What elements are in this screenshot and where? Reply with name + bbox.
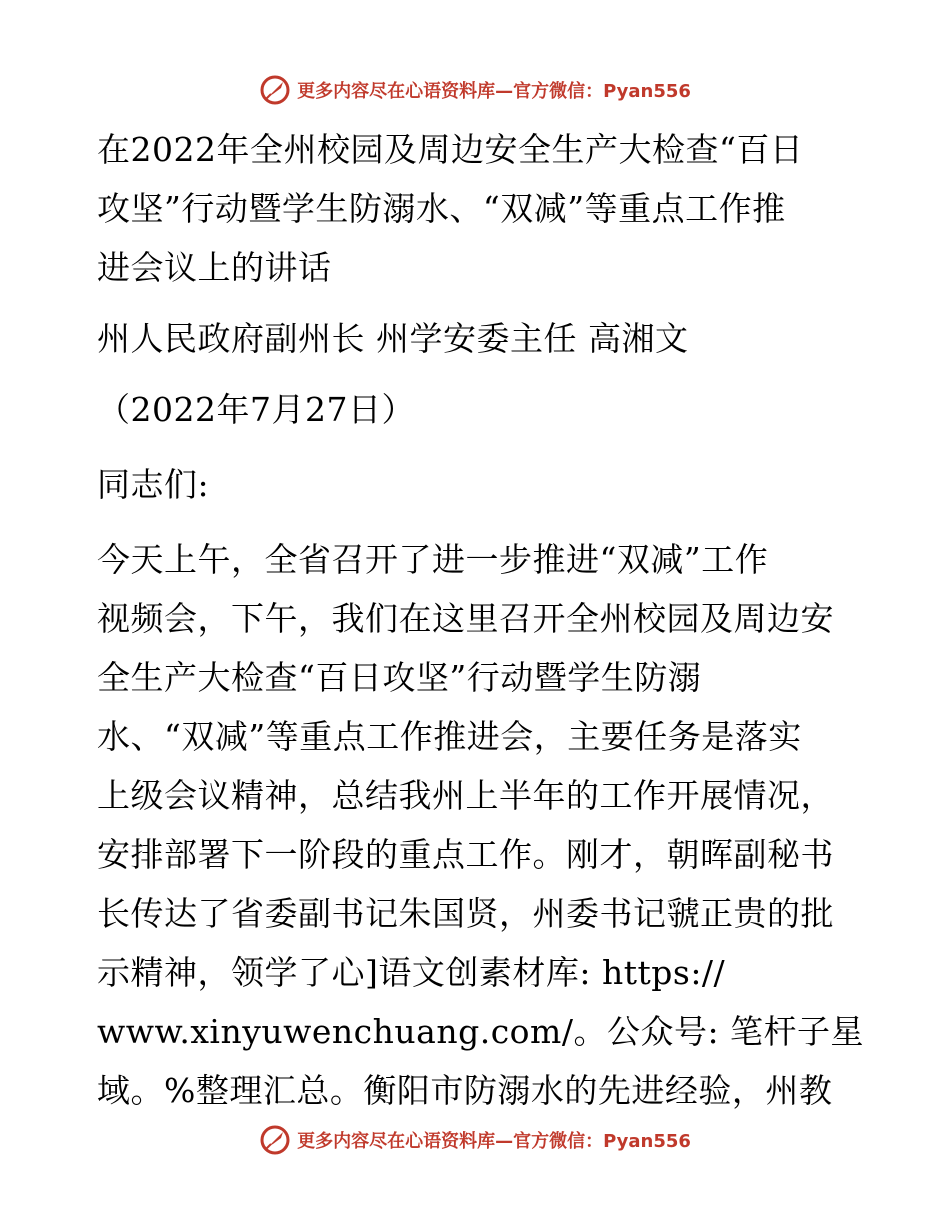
- body-paragraph: [97, 530, 865, 1120]
- body-line: 水、“双减”等重点工作推进会，主要任务是落实: [97, 717, 802, 756]
- body-line: 安排部署下一阶段的重点工作。刚才，朝晖副秘书: [97, 835, 834, 874]
- body-line: 长传达了省委副书记朱国贤，州委书记虢正贵的批: [97, 894, 834, 933]
- quill-logo-icon: [259, 74, 291, 106]
- body-line: 视频会，下午，我们在这里召开全州校园及周边安: [97, 599, 834, 638]
- title-line: 进会议上的讲话: [97, 248, 332, 287]
- body-line: 今天上午，全省召开了进一步推进“双减”工作: [97, 540, 769, 579]
- title-line: 在2022年全州校园及周边安全生产大检查“百日: [97, 130, 804, 169]
- footer-banner-text: 更多内容尽在心语资料库—官方微信：Pyan556: [297, 1131, 691, 1152]
- body-line: www.xinyuwenchuang.com/。公众号: 笔杆子星: [97, 1012, 865, 1051]
- body-line: 域。%整理汇总。衡阳市防溺水的先进经验，州教: [97, 1071, 833, 1110]
- body-line: 上级会议精神，总结我州上半年的工作开展情况，: [97, 776, 834, 815]
- title-line: 攻坚”行动暨学生防溺水、“双减”等重点工作推: [97, 189, 786, 228]
- speaker-line: 州人民政府副州长 州学安委主任 高湘文: [97, 319, 689, 358]
- header-banner: [0, 68, 950, 112]
- salutation: 同志们:: [97, 465, 210, 504]
- body-line: 示精神，领学了心]语文创素材库: https://: [97, 953, 726, 992]
- quill-logo-icon: [259, 1124, 291, 1156]
- date-line: （2022年7月27日）: [97, 390, 415, 429]
- document-content: [97, 120, 865, 1120]
- document-title: [97, 120, 857, 297]
- body-line: 全生产大检查“百日攻坚”行动暨学生防溺: [97, 658, 702, 697]
- header-banner-text: 更多内容尽在心语资料库—官方微信：Pyan556: [297, 81, 691, 102]
- footer-banner: [0, 1118, 950, 1162]
